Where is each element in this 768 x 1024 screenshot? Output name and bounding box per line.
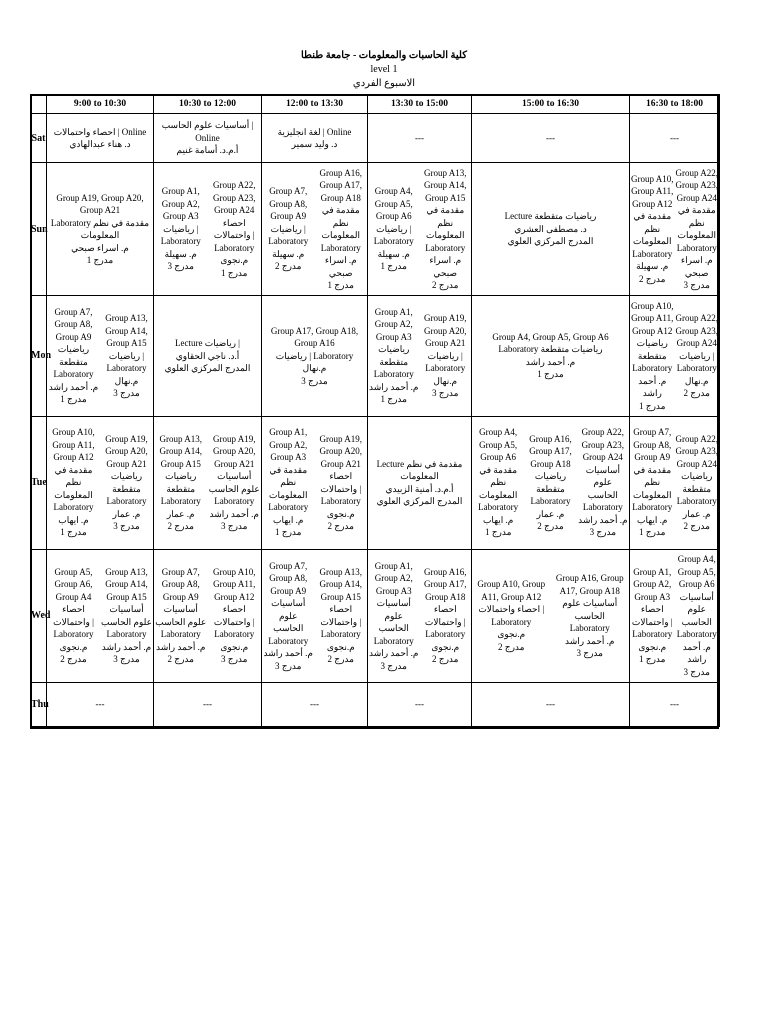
slot-line: مدرج 1	[639, 400, 666, 411]
slot-line: Group A4, Group A5, Group A6	[374, 186, 413, 222]
slot-line: م.نجوى	[326, 641, 355, 652]
slot-line: المعلومات	[54, 489, 93, 500]
slot-line: Group A1, Group A2, Group A3	[633, 566, 672, 602]
slot-line: مدرج 1	[639, 654, 666, 665]
slot-line: مدرج 1	[639, 527, 666, 538]
slot-line: رياضيات متقطعة	[57, 344, 90, 367]
slot-line: Group A19, Group A20, Group A21	[319, 433, 362, 469]
slot-line: Group A4, Group A5, Group A6	[479, 427, 518, 463]
slot-line: Group A7, Group A8, Group A9	[269, 560, 308, 596]
slot-line: Laboratory	[569, 623, 610, 634]
slot-line: مدرج 1	[221, 267, 248, 278]
slot-line: المعلومات	[677, 230, 716, 241]
slot-line: م.نجوى	[59, 641, 88, 652]
slot-line: م.نجوى	[638, 641, 667, 652]
slot-line: Group A17, Group A18, Group A16	[270, 325, 359, 349]
slot-line: Group A16, Group A17, Group A18	[424, 566, 467, 602]
slot-line: مدرج 3	[221, 521, 248, 532]
slot-line: مدرج 3	[113, 521, 140, 532]
slot-line: Laboratory	[214, 496, 255, 507]
slot-line: Group A5, Group A6, Group A4	[54, 566, 93, 602]
slot-line: م. ايهاب	[58, 514, 89, 525]
slot-line: م.نهال	[684, 375, 709, 386]
slot-line: ---	[670, 132, 679, 143]
slot-line: م. أحمد راشد	[682, 641, 711, 665]
slot-line: ---	[670, 699, 679, 710]
slot-line: Laboratory	[320, 496, 361, 507]
slot-line: ---	[310, 699, 319, 710]
slot-line: Group A10, Group A11, Group A12	[52, 427, 95, 463]
slot-line: م. أحمد راشد	[638, 375, 667, 399]
slot-line: Group A1, Group A2, Group A3	[374, 560, 413, 596]
slot-line: مقدمة في نظم	[633, 464, 672, 488]
slot-line: أساسيات علوم	[271, 598, 306, 621]
week-label: الاسبوع الفردي	[352, 78, 416, 89]
slot-line: Group A22, Group A23, Group A24	[675, 167, 718, 203]
slot-line: Group A16, Group A17, Group A18	[319, 167, 362, 203]
slot-line: المعلومات	[478, 489, 518, 500]
slot-line: Laboratory رياضيات متقطعة	[498, 344, 603, 355]
slot-line: Laboratory	[160, 236, 201, 247]
slot-line: Group A19, Group A20, Group A21	[213, 433, 256, 469]
slot-line: Group A13, Group A14, Group A15	[319, 566, 362, 602]
slot-line: الحاسب	[273, 623, 304, 634]
slot-line: ---	[203, 699, 212, 710]
slot-line: م. أحمد راشد	[101, 641, 152, 652]
slot-line: Group A16, Group A17, Group A18	[555, 573, 624, 596]
slot-line: Group A10, Group A11, Group A12	[631, 300, 674, 336]
slot-line: مدرج 1	[327, 280, 354, 291]
slot-line: مدرج 2	[275, 261, 302, 272]
slot-line: مدرج 2	[683, 388, 710, 399]
slot-line: م.نجوى	[326, 508, 355, 519]
slot-line: Group A10, Group A11, Group A12	[213, 566, 256, 602]
slot-line: ---	[95, 699, 105, 710]
slot-line: Laboratory	[676, 629, 717, 640]
slot-line: م. اسراء صبحي	[680, 255, 713, 278]
slot-line: احصاء واحتمالات |	[320, 604, 362, 627]
slot-line: د. وليد سمير	[291, 139, 338, 150]
slot-line: احصاء واحتمالات |	[478, 604, 545, 615]
slot-line: أ.د. ناجي الحقاوي	[175, 350, 240, 361]
slot-line: Lecture رياضيات متقطعة	[504, 211, 597, 222]
slot-line: م. اسراء صبحي	[71, 242, 129, 253]
slot-line: م. عمار	[112, 508, 141, 519]
slot-line: Laboratory	[530, 496, 571, 507]
day-label: Thu	[31, 682, 47, 726]
slot-line: مقدمة في نظم	[269, 464, 308, 488]
slot-line: Group A4, Group A5, Group A6	[677, 554, 716, 590]
slot-line: Laboratory	[160, 496, 201, 507]
slot-line: مدرج 2	[498, 641, 525, 652]
slot-line: Group A13, Group A14, Group A15	[424, 167, 467, 203]
slot-line: Lecture مقدمة في نظم المعلومات	[376, 458, 463, 482]
slot-line: م.نجوى	[220, 255, 249, 266]
slot-line: مدرج 1	[60, 394, 87, 405]
slot-line: Laboratory	[106, 363, 147, 374]
col-header: 15:00 to 16:30	[472, 95, 630, 114]
day-label: Wed	[31, 549, 47, 682]
slot-line: Laboratory	[373, 236, 414, 247]
day-label: Sun	[31, 163, 47, 296]
slot-line: مدرج 3	[432, 388, 459, 399]
slot-line: مدرج 1	[275, 527, 302, 538]
slot-line: مدرج 1	[380, 394, 407, 405]
slot-line: مدرج 3	[589, 527, 617, 538]
slot-line: مقدمة في نظم	[633, 211, 672, 234]
slot-line: Laboratory	[632, 629, 673, 640]
slot-line: م. سهيلة	[377, 248, 410, 259]
col-header: 10:30 to 12:00	[154, 95, 262, 114]
slot-line: Laboratory مقدمة في نظم المعلومات	[50, 217, 150, 241]
slot-line: Laboratory	[491, 616, 532, 627]
slot-line: أساسيات علوم الحاسب	[679, 591, 714, 627]
slot-line: مدرج 3	[576, 648, 603, 659]
slot-line: رياضيات |	[270, 223, 306, 234]
slot-line: Group A13, Group A14, Group A15	[159, 433, 202, 469]
slot-line: Group A13, Group A14, Group A15	[105, 566, 148, 602]
slot-line: م. عمار	[166, 508, 195, 519]
slot-line: احصاء واحتمالات |	[213, 217, 255, 241]
slot-line: ---	[415, 699, 424, 710]
slot-line: مدرج 3	[221, 654, 248, 665]
slot-line: م.نهال	[302, 363, 327, 374]
slot-line: Laboratory	[320, 242, 361, 253]
slot-line: م. أحمد راشد	[369, 648, 419, 659]
slot-line: م. أحمد راشد	[565, 635, 615, 646]
slot-line: Group A19, Group A20, Group A21	[105, 433, 148, 469]
slot-line: م. ايهاب	[273, 514, 304, 525]
slot-line: Group A7, Group A8, Group A9	[269, 186, 308, 222]
slot-line: م. سهيلة	[636, 261, 669, 272]
slot-line: الحاسب	[378, 623, 409, 634]
slot-line: المعلومات	[633, 236, 672, 247]
slot-line: ---	[546, 699, 555, 710]
slot-line: مدرج 1	[380, 261, 407, 272]
slot-line: ---	[546, 132, 555, 143]
slot-line: رياضيات متقطعة	[681, 471, 713, 494]
slot-line: رياضيات |	[163, 223, 199, 234]
slot-line: مقدمة في نظم	[54, 464, 93, 488]
slot-line: مدرج 2	[327, 654, 354, 665]
slot-line: رياضيات |	[679, 350, 715, 361]
slot-line: م.نهال	[433, 375, 458, 386]
slot-line: مقدمة في نظم	[479, 464, 518, 488]
slot-line: مدرج 2	[432, 280, 459, 291]
slot-line: Laboratory	[632, 248, 673, 259]
slot-line: Group A7, Group A8, Group A9	[633, 427, 672, 463]
slot-line: مدرج 3	[301, 375, 328, 386]
slot-line: مدرج 2	[639, 273, 666, 284]
slot-line: أساسيات علوم الحاسب	[585, 464, 620, 500]
slot-line: Group A22, Group A23, Group A24	[581, 427, 625, 463]
slot-line: Group A1, Group A2, Group A3	[161, 186, 200, 222]
slot-line: مدرج 3	[683, 666, 710, 677]
slot-line: م. سهيلة	[164, 248, 197, 259]
slot-line: م. سهيلة	[272, 248, 305, 259]
slot-line: Laboratory	[106, 629, 147, 640]
slot-line: مدرج 3	[275, 660, 302, 671]
slot-line: Group A22, Group A23, Group A24	[675, 433, 718, 469]
slot-line: Laboratory	[373, 635, 414, 646]
table-frame	[30, 94, 719, 729]
faculty-title: كلية الحاسبات والمعلومات - جامعة طنطا	[300, 50, 467, 61]
slot-line: م. اسراء صبحي	[429, 255, 462, 278]
slot-line: م.نهال	[114, 375, 139, 386]
slot-line: مدرج 3	[683, 280, 710, 291]
slot-line: م. أحمد راشد	[369, 381, 419, 392]
slot-line: المدرج المركزي العلوي	[164, 363, 251, 374]
slot-line: احصاء واحتمالات |	[53, 604, 94, 627]
slot-line: أ.م.د. أمنية الزبيدي	[385, 483, 454, 494]
slot-line: Laboratory	[268, 236, 309, 247]
slot-line: مدرج 2	[537, 521, 564, 532]
slot-line: مدرج 1	[537, 369, 564, 380]
slot-line: أساسيات علوم الحاسب	[208, 471, 260, 494]
slot-line: مدرج 3	[167, 261, 194, 272]
slot-line: Group A22, Group A23, Group A24	[213, 180, 256, 216]
slot-line: Laboratory	[53, 369, 94, 380]
slot-line: Laboratory	[214, 242, 255, 253]
slot-line: Laboratory	[676, 496, 717, 507]
slot-line: المعلومات	[426, 230, 465, 241]
slot-line: مدرج 2	[167, 654, 194, 665]
slot-line: Laboratory	[373, 369, 414, 380]
slot-line: Group A4, Group A5, Group A6	[492, 331, 609, 342]
slot-line: رياضيات متقطعة	[110, 471, 143, 494]
slot-line: أساسيات علوم الحاسب | Online	[161, 120, 254, 143]
slot-line: Group A7, Group A8, Group A9	[161, 566, 200, 602]
slot-line: مدرج 1	[86, 255, 114, 266]
slot-line: مقدمة في نظم	[677, 205, 716, 228]
slot-line: احصاء واحتمالات | Online	[53, 126, 147, 137]
slot-line: Laboratory	[632, 363, 673, 374]
col-header: 16:30 to 18:00	[630, 95, 720, 114]
slot-line: مدرج 3	[113, 654, 140, 665]
slot-line: مدرج 2	[327, 521, 354, 532]
slot-line: ---	[415, 132, 424, 143]
slot-line: المدرج المركزي العلوي	[507, 236, 594, 247]
slot-line: Group A19, Group A20, Group A21	[56, 192, 144, 216]
slot-line: رياضيات متقطعة	[636, 338, 668, 361]
slot-line: م.نجوى	[431, 641, 460, 652]
day-label: Mon	[31, 296, 47, 416]
slot-line: لغة انجليزية | Online	[277, 126, 352, 137]
slot-line: م. أحمد راشد	[156, 641, 206, 652]
slot-line: مدرج 2	[432, 654, 459, 665]
slot-line: Laboratory	[268, 635, 309, 646]
slot-line: م. ايهاب	[637, 514, 668, 525]
slot-line: مقدمة في نظم	[321, 205, 360, 228]
day-label: Tue	[31, 416, 47, 549]
slot-line: Laboratory	[320, 629, 361, 640]
slot-line: مدرج 1	[484, 527, 512, 538]
slot-line: Laboratory	[582, 502, 623, 513]
slot-line: احصاء واحتمالات |	[631, 604, 673, 627]
slot-line: Laboratory	[160, 629, 201, 640]
slot-line: Laboratory	[53, 629, 94, 640]
slot-line: المعلومات	[269, 489, 308, 500]
slot-line: م. عمار	[682, 508, 711, 519]
slot-line: م. أحمد راشد	[263, 648, 313, 659]
slot-line: Group A1, Group A2, Group A3	[374, 306, 413, 342]
slot-line: Laboratory	[268, 502, 309, 513]
slot-line: Group A16, Group A17, Group A18	[529, 433, 572, 469]
slot-line: Laboratory	[632, 502, 673, 513]
slot-line: م. أحمد راشد	[48, 381, 99, 392]
slot-line: م. أحمد راشد	[209, 508, 259, 519]
slot-line: Group A1, Group A2, Group A3	[269, 427, 308, 463]
slot-line: مدرج 1	[60, 527, 87, 538]
slot-line: Laboratory	[478, 502, 519, 513]
slot-line: Laboratory	[106, 496, 147, 507]
slot-line: Group A10, Group A11, Group A12	[477, 579, 546, 602]
slot-line: Laboratory	[425, 363, 466, 374]
slot-line: أساسيات علوم الحاسب	[562, 598, 618, 621]
slot-line: مدرج 2	[167, 521, 194, 532]
slot-line: Laboratory	[53, 502, 94, 513]
slot-line: رياضيات متقطعة	[165, 471, 197, 494]
slot-line: م. عمار	[536, 508, 565, 519]
slot-line: رياضيات متقطعة	[378, 344, 410, 367]
slot-line: م. اسراء صبحي	[324, 255, 357, 278]
slot-line: م. ايهاب	[482, 514, 514, 525]
slot-line: Laboratory	[214, 629, 255, 640]
slot-line: أساسيات علوم الحاسب	[155, 604, 207, 627]
col-header: 12:00 to 13:30	[262, 95, 368, 114]
slot-line: Laboratory	[425, 629, 466, 640]
slot-line: م.نجوى	[497, 629, 526, 640]
col-header: 13:30 to 15:00	[368, 95, 472, 114]
slot-line: م. أحمد راشد	[525, 356, 576, 367]
day-label: Sat	[31, 114, 47, 163]
slot-line: المعلومات	[633, 489, 672, 500]
slot-line: رياضيات |	[376, 223, 412, 234]
slot-line: مدرج 2	[683, 521, 710, 532]
slot-line: رياضيات متقطعة	[534, 471, 567, 494]
slot-line: احصاء واحتمالات |	[424, 604, 466, 627]
slot-line: Lecture رياضيات |	[175, 338, 240, 349]
slot-line: المعلومات	[321, 230, 360, 241]
slot-line: Laboratory	[425, 242, 466, 253]
slot-line: رياضيات |	[427, 350, 463, 361]
slot-line: Laboratory	[676, 242, 717, 253]
slot-line: د. مصطفى العشري	[514, 223, 587, 234]
slot-line: م. أحمد راشد	[578, 514, 628, 525]
slot-line: رياضيات |	[108, 350, 145, 361]
slot-line: Group A13, Group A14, Group A15	[105, 313, 148, 349]
slot-line: احصاء واحتمالات |	[320, 471, 362, 494]
slot-line: مدرج 2	[60, 654, 87, 665]
col-header: 9:00 to 10:30	[47, 95, 154, 114]
slot-line: Group A19, Group A20, Group A21	[424, 313, 467, 349]
slot-line: أ.م.د. أسامة غنيم	[176, 145, 239, 156]
level-label: level 1	[370, 64, 398, 75]
slot-line: Laboratory	[676, 363, 717, 374]
slot-line: Group A10, Group A11, Group A12	[631, 173, 674, 209]
slot-line: مدرج 3	[380, 660, 407, 671]
slot-line: مدرج 3	[113, 388, 140, 399]
slot-line: مقدمة في نظم	[426, 205, 465, 228]
slot-line: احصاء واحتمالات |	[213, 604, 255, 627]
slot-line: المدرج المركزي العلوي	[376, 496, 463, 507]
slot-line: Group A7, Group A8, Group A9	[54, 306, 93, 342]
slot-line: رياضيات | Laboratory	[275, 350, 354, 361]
slot-line: أساسيات علوم	[376, 598, 411, 621]
slot-line: Group A22, Group A23, Group A24	[675, 313, 718, 349]
slot-line: أساسيات علوم الحاسب	[101, 604, 152, 627]
slot-line: د. هناء عبدالهادي	[69, 139, 131, 150]
slot-line: م.نجوى	[220, 641, 249, 652]
